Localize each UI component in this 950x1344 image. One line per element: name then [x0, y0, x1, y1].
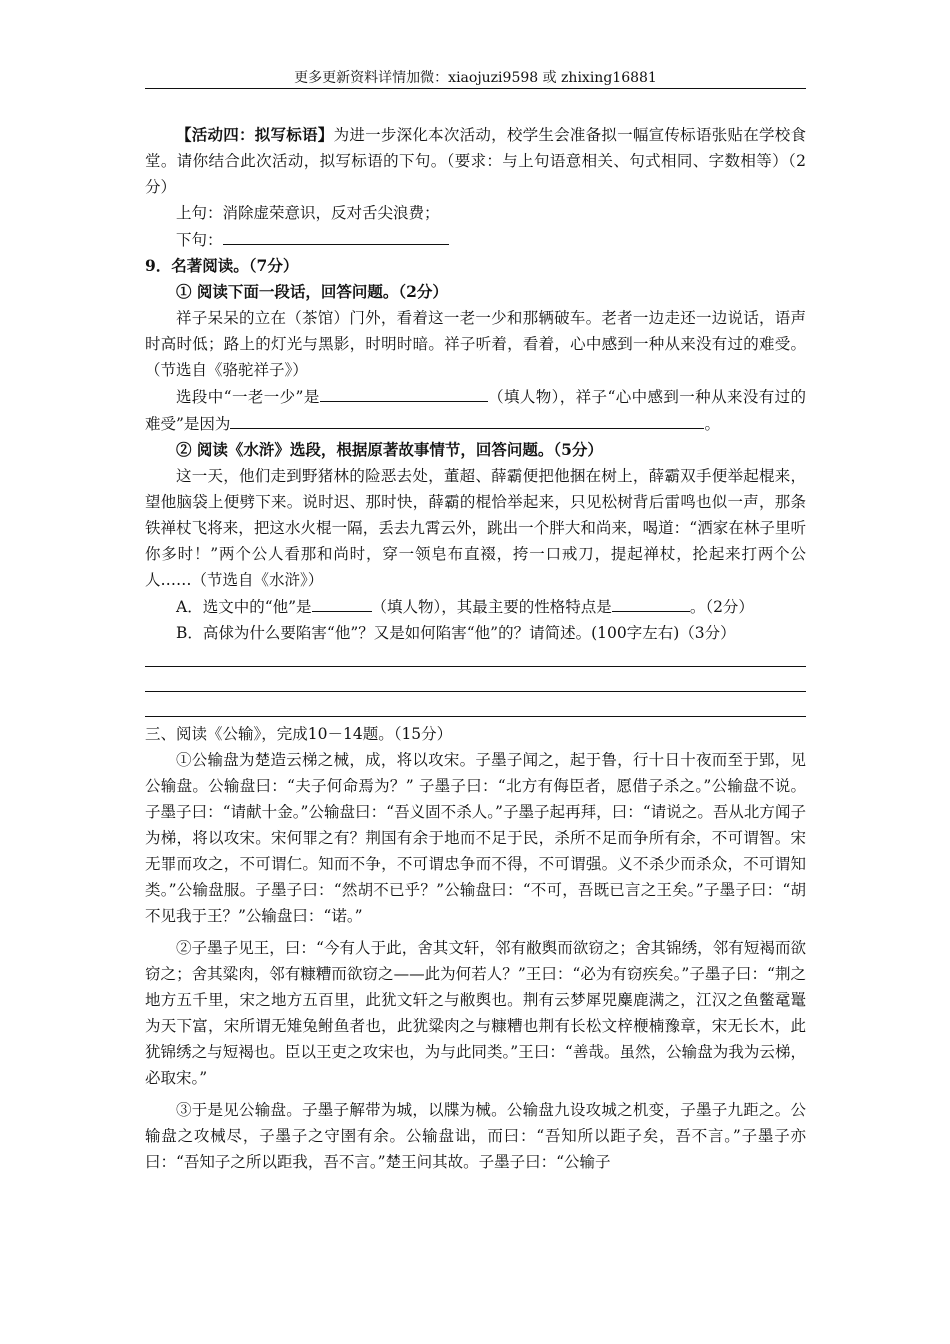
- qA-text-3: 。（2分）: [689, 598, 754, 616]
- page-header: 更多更新资料详情加微：xiaojuzi9598 或 zhixing16881: [294, 70, 657, 86]
- section3-paragraph-1: ①公输盘为楚造云梯之械，成，将以攻宋。子墨子闻之，起于鲁，行十日十夜而至于郢，见公输盘。公输盘曰：“夫子何命焉为？” 子墨子曰：“北方有侮臣者，愿借子杀之。”公输盘不说。子墨子曰：“请献十金。”公输盘曰：“吾义固不杀人。”子墨子起再拜，曰：“请说之。吾从北方闻子为梯，将以攻宋。宋何罪之有？荆国有余于地而不足于民，杀所不足而争所有余，不可谓智。宋无罪而攻之，不可谓仁。知而不争，不可谓忠争而不得，不可谓强。义不杀少而杀众，不可谓知类。”公输盘服。子墨子曰：“然胡不已乎？”公输盘曰：“不可，吾既已言之王矣。”子墨子曰：“胡不见我于王？”公输盘曰：“诺。”: [145, 751, 806, 925]
- q9-part2-heading: ② 阅读《水浒》选段，根据原著故事情节，回答问题。（5分）: [176, 440, 603, 459]
- q9-part2-question-b: B．高俅为什么要陷害“他”？又是如何陷害“他”的？请简述。(100字左右)（3分）: [176, 624, 736, 642]
- trait-blank[interactable]: [612, 593, 690, 612]
- qA-text-2: （填人物），其最主要的性格特点是: [371, 598, 612, 616]
- lower-line: [145, 226, 806, 253]
- q9-part1-heading: ① 阅读下面一段话，回答问题。（2分）: [176, 282, 448, 301]
- section3-heading: 三、阅读《公输》，完成10－14题。（15分）: [145, 725, 453, 743]
- lower-line-blank[interactable]: [223, 226, 449, 245]
- lower-label: 下句：: [176, 231, 223, 249]
- q9-part2-passage: 这一天，他们走到野猪林的险恶去处，董超、薛霸便把他捆在树上，薛霸双手便举起棍来，望他脑袋上便劈下来。说时迟、那时快，薛霸的棍恰举起来，只见松树背后雷鸣也似一声，那条铁禅杖飞将来，把这水火棍一隔，丢去九霄云外，跳出一个胖大和尚来，喝道：“洒家在林子里听你多时！”两个公人看那和尚时，穿一领皂布直裰，挎一口戒刀，提起禅杖，抡起来打两个公人……（节选自《水浒》）: [145, 467, 806, 589]
- he-blank[interactable]: [312, 593, 372, 612]
- reason-blank[interactable]: [230, 410, 704, 429]
- activity4-paragraph: [145, 122, 806, 200]
- q9-part1-question-end: 。: [704, 415, 720, 433]
- q9-part2-question-a: [145, 593, 806, 620]
- activity4-body: 为进一步深化本次活动，校学生会准备拟一幅宣传标语张贴在学校食堂。请你结合此次活动，拟写标语的下句。（要求：与上句语意相关、句式相同、字数相等）（2分）: [145, 126, 806, 196]
- upper-line: 上句：消除虚荣意识，反对舌尖浪费；: [176, 204, 440, 222]
- q9-part1-question: [145, 383, 806, 437]
- person-blank[interactable]: [320, 383, 488, 402]
- q9-part1-question-a: 选段中“一老一少”是: [176, 388, 320, 406]
- activity4-title: 【活动四：拟写标语】: [176, 125, 334, 144]
- document-content: [145, 122, 806, 1175]
- q9-part1-question-b: （填人物），祥子“心中感到一种从来没有过的难受”是因为: [145, 388, 806, 433]
- section3-paragraph-3: ③于是见公输盘。子墨子解带为城，以牒为械。公输盘九设攻城之机变，子墨子九距之。公输盘之攻械尽，子墨子之守圉有余。公输盘诎，而曰：“吾知所以距子矣，吾不言。”子墨子亦曰：“吾知子之所以距我，吾不言。”楚王问其故。子墨子曰：“公输子: [145, 1101, 806, 1171]
- header-rule: [145, 88, 806, 89]
- q9-heading: 9．名著阅读。（7分）: [145, 256, 299, 275]
- section3-paragraph-2: ②子墨子见王，曰：“今有人于此，舍其文轩，邻有敝舆而欲窃之；舍其锦绣，邻有短褐而欲窃之；舍其粱肉，邻有糠糟而欲窃之——此为何若人？”王曰：“必为有窃疾矣。”子墨子曰：“荆之地方五千里，宋之地方五百里，此犹文轩之与敝舆也。荆有云梦犀兕麋鹿满之，江汉之鱼鳖鼋鼍为天下富，宋所谓无雉兔鲋鱼者也，此犹粱肉之与糠糟也荆有长松文梓楩楠豫章，宋无长木，此犹锦绣之与短褐也。臣以王吏之攻宋也，为与此同类。”王曰：“善哉。虽然，公输盘为我为云梯，必取宋。”: [145, 939, 806, 1087]
- q9-part1-passage: 祥子呆呆的立在（茶馆）门外，看着这一老一少和那辆破车。老者一边走还一边说话，语声时高时低；路上的灯光与黑影，时明时暗。祥子听着，看着，心中感到一种从来没有过的难受。 （节选自《骆驼祥子》）: [145, 309, 806, 379]
- qA-text-1: A．选文中的“他”是: [176, 598, 312, 616]
